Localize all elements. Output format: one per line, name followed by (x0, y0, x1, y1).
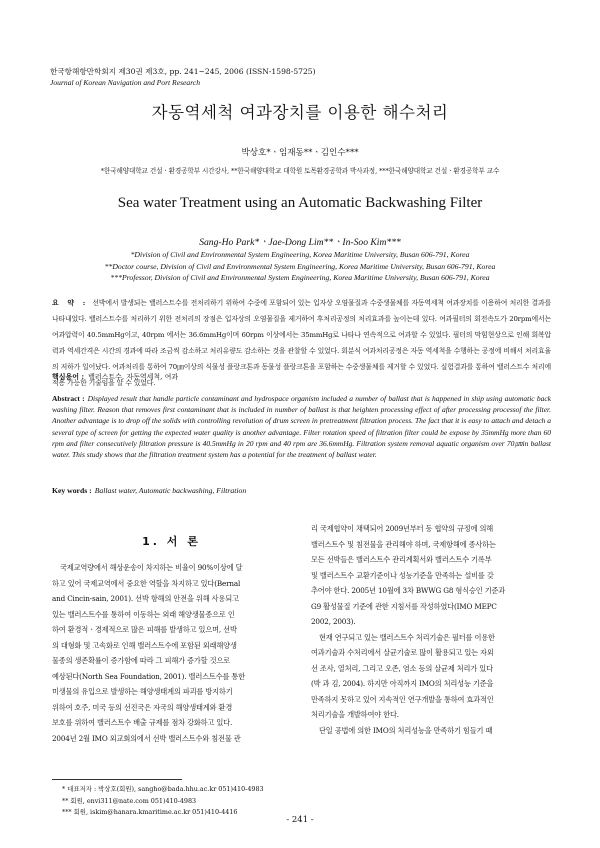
footnote-author-3: *** 회원, iskim@hanara.kmaritime.ac.kr 051)410-4416 (62, 808, 238, 816)
journal-citation-ko: 한국항해항만학회지 제30권 제3호, pp. 241~245, 2006 (ISSN-1598-5725) (50, 67, 316, 76)
body-column-left (52, 560, 291, 746)
keywords-english (52, 486, 551, 495)
body-line: 처리기술을 개발하여야 한다. (311, 710, 399, 719)
abstract-en-label: Abstract : (52, 394, 85, 403)
body-line: G9 활성물질 기준에 관한 지침서를 작성하였다(IMO MEPC (311, 601, 497, 611)
body-line: 의 대형화 및 고속화로 인해 밸러스트수에 포함된 외래해양생 (52, 640, 237, 650)
body-line: 추어야 한다. 2005년 10월에 3차 BWWG G8 형식승인 기준과 (311, 586, 506, 595)
body-line: 있는 밸러스트수를 통하여 이동하는 외래 해양생물종으로 인 (52, 609, 235, 619)
body-line: 예상된다(North Sea Foundation, 2001). 밸러스트수를 통한 (52, 671, 246, 681)
body-line: 현재 연구되고 있는 밸러스트수 처리기술은 필터를 이용한 (319, 632, 495, 642)
journal-name-en: Journal of Korean Navigation and Port Research (50, 78, 201, 87)
affiliation-korean: *한국해양대학교 건설ㆍ환경공학부 시간강사, **한국해양대학교 대학원 토목환경공학과 박사과정, ***한국해양대학교 건설ㆍ환경공학부 교수 (100, 167, 500, 175)
keywords-korean (52, 372, 551, 382)
body-line: 만족하지 못하고 있어 지속적인 연구개발을 통하여 효과적인 (311, 694, 494, 704)
body-line: and Cincin-sain, 2001). 선박 항해의 안전을 위해 사용되고 (52, 594, 239, 603)
body-line: 하여 환경적ㆍ경제적으로 많은 피해를 발생하고 있으며, 선박 (52, 625, 237, 634)
body-line: 밸러스트수 및 침전물을 관리해야 하며, 국제항해에 종사하는 (311, 539, 496, 549)
keywords-en-text: Ballast water, Automatic backwashing, Filtration (94, 486, 247, 495)
page-number: - 241 - (286, 815, 314, 825)
keywords-ko-label: 핵심용어 : (52, 372, 85, 381)
body-line: 보호를 위하여 밸러스트수 배출 규제를 점차 강화하고 있다. (52, 718, 233, 727)
body-line: 국제교역량에서 해상운송이 차지하는 비율이 90%이상에 달 (60, 563, 243, 572)
body-line: 물종의 생존확률이 증가함에 따라 그 피해가 증가할 것으로 (52, 656, 230, 665)
affiliation-english (0, 249, 600, 284)
footnote-corresponding-author: * 대표저자 : 박상호(회원), sangho@bada.hhu.ac.kr 051)410-4983 (62, 785, 264, 793)
abstract-english (52, 393, 551, 460)
keywords-en-label: Key words : (52, 486, 92, 495)
abstract-ko-label: 요 약 : (52, 299, 89, 307)
affiliation-en-line: ***Professor, Division of Civil and Environmental System Engineering, Korea Maritime University, Busan 606-791, Korea (110, 273, 490, 283)
body-line: 단일 공법에 의한 IMO의 처리성능을 만족하기 힘들기 때 (319, 725, 493, 735)
body-line: (박 과 김, 2004). 하지만 아직까지 IMO의 처리성능 기준을 (311, 679, 494, 688)
affiliation-en-line: *Division of Civil and Environmental System Engineering, Korea Maritime University, Busan 606-791, Korea (130, 250, 470, 259)
section-heading-introduction: 1. 서 론 (142, 535, 201, 548)
body-line: 및 밸러스트수 교환기준이나 성능기준을 만족하는 설비를 갖 (311, 570, 494, 580)
authors-english: Sang-Ho Park*ㆍJae-Dong Lim**ㆍIn-Soo Kim*** (199, 237, 401, 248)
body-line: 모든 선박들은 밸러스트수 관리계획서와 밸러스트수 기록부 (311, 555, 492, 564)
title-english: Sea water Treatment using an Automatic Backwashing Filter (117, 195, 483, 211)
affiliation-en-line: **Doctor course, Division of Civil and Environmental System Engineering, Korea Maritime University, Busan 606-791, Korea (104, 261, 496, 271)
title-korean: 자동역세척 여과장치를 이용한 해수처리 (151, 103, 449, 122)
abstract-ko-text: 선박에서 발생되는 밸러스트수를 전처리하기 위하여 수중에 포함되어 있는 입자상 오염물질과 수중생물체를 자동역세척 여과장치를 이용하여 처리한 결과를 나타내었다. 밸러스트수를 처리하기 위한 전처리의 장점은 입자상의 오염물질을 제거하여 후처리공정의 처리효과를 높이는데 있다. 여과필터의 회전속도가 20rpm에서는 여과압력이 40.5mmHg이고, 40rpm 에서는 36.6mmHg이며 60rpm 이상에서는 35mmHg로 나타나 연속적으로 여과할 수 있었다. 필터의 막힘현상으로 인해 회복압력과 역세간격은 시간의 경과에 따라 조금씩 감소하고 처리유량도 감소하는 것을 관찰할 수 있었다. 회분식 여과처리공정은 자동 역세척을 수행하는 공정에 비해서 처리효율의 저하가 일어났다. 여과처리를 통하여 70㎛이상의 식물성 플랑크톤과 동물성 플랑크톤을 포함하는 수중생물체를 제거할 수 있었다. 실험결과를 통하여 밸러스트수 처리에 적용 가능한 기술임을 알 수 있었다. (52, 299, 551, 388)
footnote-author-2: ** 회원, envi311@nate.com 051)410-4983 (62, 796, 197, 805)
body-line: 선 조사, 열처리, 그리고 오존, 염소 등의 살균제 처리가 있다 (311, 663, 493, 673)
footnote-rule (52, 779, 182, 780)
footnotes (62, 784, 362, 819)
body-line: 미생물의 유입으로 발생하는 해양생태계의 파괴를 방지하기 (52, 687, 233, 696)
body-line: 리 국제협약이 채택되어 2009년부터 동 협약의 규정에 의해 (311, 524, 494, 533)
abstract-en-text: Displayed result that handle particle contaminant and hydrospace organism included a number of ballast that is happened in ship using automatic back washing filter. Reason that removes first contaminant that is included in number of ballast is that heighten processing effect of after processing processof the filter. Another advantage is to drop off the solids with controlling revolution of drum screen in pretreatment filtration process. The fact that it is easy to attach and detach a several type of screen for getting the expected water quality is another advantage. Filter rotation speed of filtration filter could be expose by 35mmHg more than 60 rpm and filter consecutively filtration pressure is 40.5mmHg in 20 rpm and 40 rpm are 36.6mmHg. Filtration system removal aquatic organism over 70㎛in ballast water. This study shows that the filtration treatment system has a potential for the treatment of ballast water. (52, 394, 551, 460)
keywords-ko-text: 밸러스트수, 자동역세척, 여과 (88, 373, 179, 381)
authors-korean: 박상호*ㆍ임재동**ㆍ김인수*** (241, 148, 359, 158)
body-line: 하고 있어 국제교역에서 중요한 역할을 차지하고 있다(Bernal (52, 578, 241, 588)
body-line: 2002, 2003). (311, 617, 356, 626)
body-line: 여과기술과 수처리에서 살균기술로 많이 활용되고 있는 자외 (311, 648, 494, 657)
journal-header (50, 66, 550, 88)
body-line: 2004년 2월 IMO 외교회의에서 선박 밸러스트수와 침전물 관 (52, 733, 241, 743)
body-line: 위하여 호주, 미국 등의 선진국은 자국의 해양생태계와 환경 (52, 702, 233, 712)
body-column-right (311, 521, 550, 738)
